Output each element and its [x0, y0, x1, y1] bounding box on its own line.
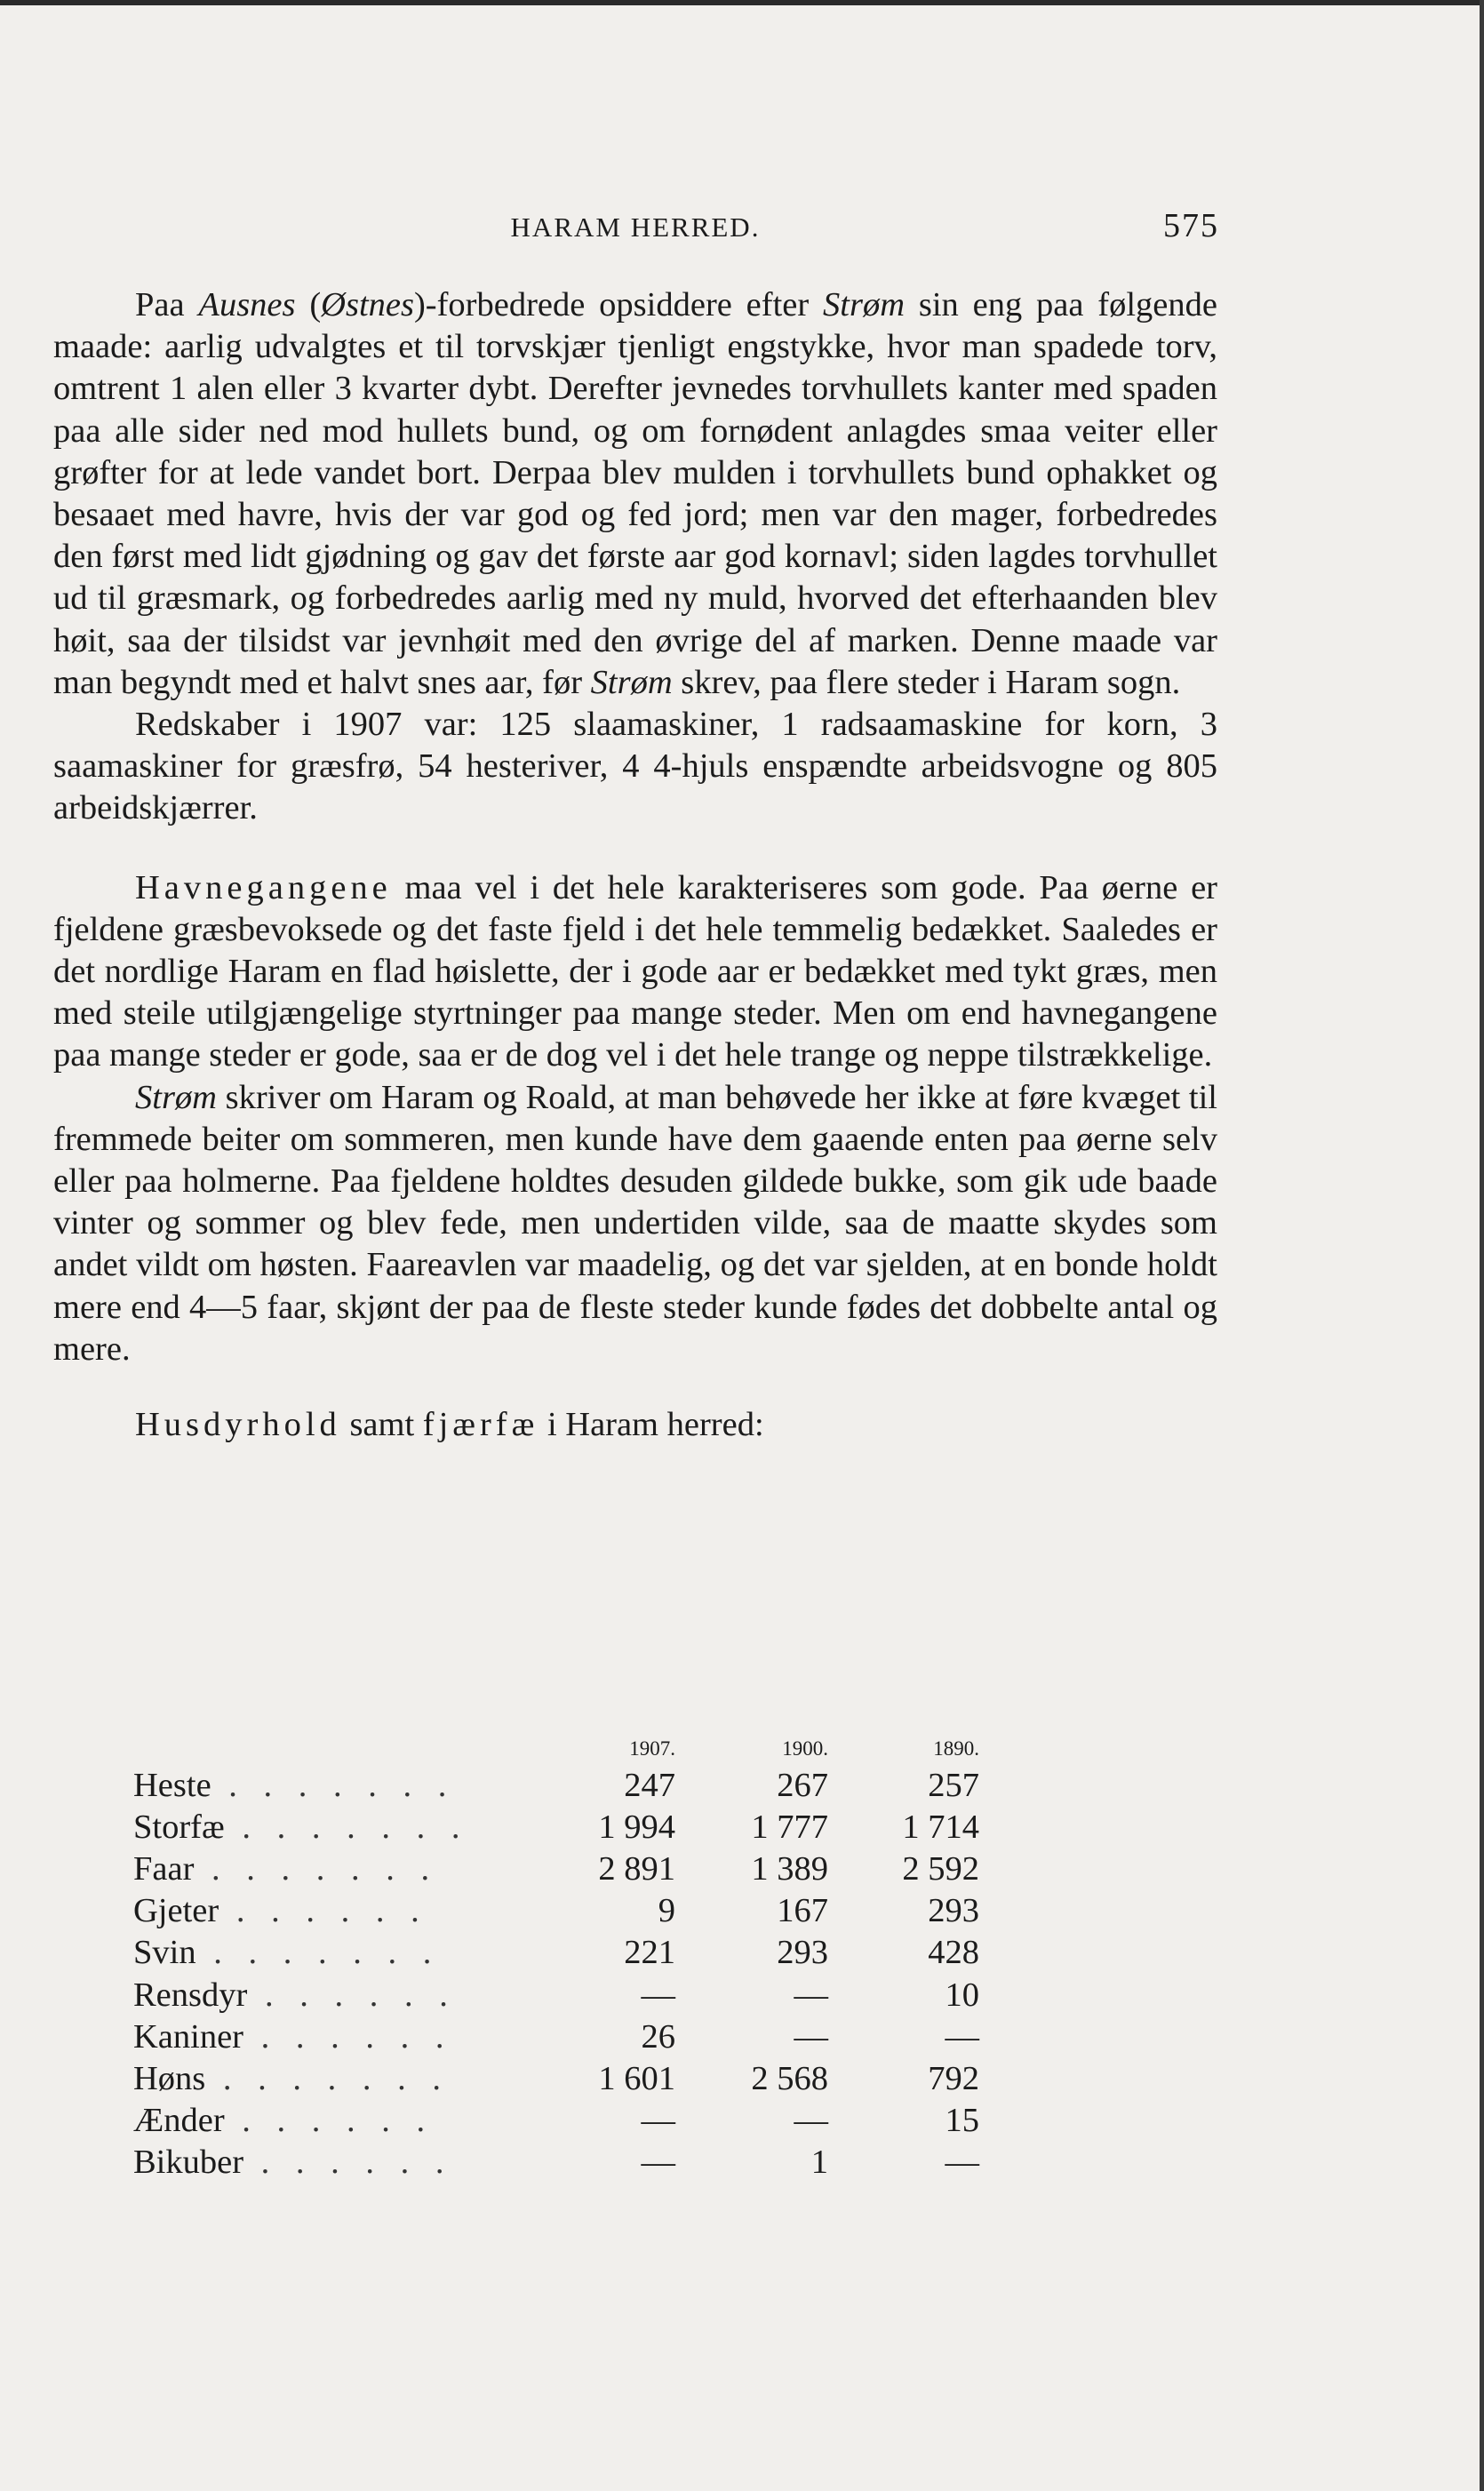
animal-name: Svin	[133, 1934, 196, 1972]
animal-name-cell	[133, 2057, 569, 2099]
column-header: 1900.	[782, 1737, 828, 1760]
animal-name: Ænder	[133, 2102, 225, 2140]
count-cell: —	[641, 1976, 675, 2014]
italic-text: Strøm	[823, 286, 906, 323]
table-row	[133, 1764, 979, 1806]
count-cell: 1 994	[598, 1808, 675, 1846]
count-cell: 293	[777, 1934, 828, 1972]
table-row	[133, 1806, 979, 1848]
column-header: 1907.	[629, 1737, 675, 1760]
text-run: Paa	[135, 286, 199, 323]
table-row	[133, 2057, 979, 2099]
count-cell: 2 568	[751, 2059, 828, 2097]
count-cell: 1 389	[751, 1849, 828, 1888]
count-cell: 428	[928, 1934, 979, 1972]
dot-leader: . . . . . .	[243, 2144, 453, 2182]
dot-leader: . . . . . . .	[205, 2059, 451, 2097]
scan-edge-top	[0, 0, 1484, 5]
text-run: skrev, paa flere steder i Haram sogn.	[672, 663, 1181, 701]
animal-name: Gjeter	[133, 1892, 219, 1930]
count-cell: 9	[658, 1892, 675, 1930]
count-cell: 26	[641, 2017, 675, 2056]
animal-name-cell	[133, 1806, 569, 1848]
count-cell: 10	[945, 1976, 979, 2014]
table-row	[133, 2142, 979, 2184]
count-cell: 267	[777, 1766, 828, 1804]
table-header-row	[133, 1737, 979, 1764]
dot-leader: . . . . . .	[243, 2017, 453, 2056]
count-cell: 257	[928, 1766, 979, 1804]
animal-name-cell	[133, 2100, 569, 2142]
paragraph-meadow-improvement	[53, 284, 1217, 704]
table-row	[133, 1974, 979, 2016]
count-cell: —	[794, 1976, 828, 2014]
dot-leader: . . . . . . .	[224, 1808, 469, 1846]
animal-name: Høns	[133, 2059, 206, 2097]
count-cell: —	[641, 2102, 675, 2140]
scan-edge-right	[1480, 0, 1484, 2491]
table-title	[53, 1404, 1217, 1446]
italic-text: Østnes	[321, 286, 414, 323]
animal-name: Kaniner	[133, 2017, 243, 2056]
count-cell: 2 891	[598, 1849, 675, 1888]
dot-leader: . . . . . . .	[211, 1766, 456, 1804]
count-cell: 792	[928, 2059, 979, 2097]
dot-leader: . . . . . .	[219, 1892, 428, 1930]
table-row	[133, 1848, 979, 1889]
animal-name-cell	[133, 1974, 569, 2016]
count-cell: 1 777	[751, 1808, 828, 1846]
count-cell: 293	[928, 1892, 979, 1930]
spaced-text: Husdyrhold	[135, 1406, 341, 1444]
count-cell: —	[945, 2144, 979, 2182]
animal-name-cell	[133, 1764, 569, 1806]
animal-name-cell	[133, 2142, 569, 2184]
running-head: HARAM HERRED.	[510, 212, 761, 243]
column-header: 1890.	[933, 1737, 979, 1760]
text-run: skriver om Haram og Roald, at man behøvede her ikke at føre kvæget til fremmede beiter om sommeren, men kunde have dem gaaende enten paa øerne selv eller paa holmerne. Paa fjeldene holdtes desuden gildede bukke, som gik ude baade vinter og sommer og blev fede, men undertiden vilde, saa de maatte skydes som andet vildt om høsten. Faareavlen var maadelig, og det var sjelden, at en bonde holdt mere end 4—5 faar, skjønt der paa de fleste steder kunde fødes det dobbelte antal og mere.	[53, 1078, 1217, 1368]
livestock-table	[133, 1737, 979, 2184]
animal-name: Bikuber	[133, 2144, 244, 2182]
animal-name-cell	[133, 1932, 569, 1974]
italic-text: Strøm	[135, 1078, 217, 1116]
animal-name: Heste	[133, 1766, 211, 1804]
italic-text: Strøm	[590, 663, 673, 701]
spaced-text: fjærfæ	[422, 1406, 539, 1444]
count-cell: 167	[777, 1892, 828, 1930]
paragraph-implements	[53, 704, 1217, 830]
text-run: Redskaber i 1907 var: 125 slaamaskiner, 1 radsaamaskine for korn, 3 saamaskiner for græsfrø, 54 hesteriver, 4 4-hjuls enspændte arbeidsvogne og 805 arbeidskjærrer.	[53, 706, 1217, 827]
count-cell: 1	[810, 2144, 828, 2182]
table-row	[133, 1932, 979, 1974]
spaced-text: Havnegangene	[135, 868, 392, 906]
count-cell: —	[794, 2017, 828, 2056]
text-run: i Haram herred:	[539, 1406, 764, 1444]
text-run: maa vel i det hele karakteriseres som gode. Paa øerne er fjeldene græsbevoksede og det faste fjeld i det hele temmelig bedækket. Saaledes er det nordlige Haram en flad høislette, der i gode aar er bedækket med tykt græs, men med steile utilgjængelige styrtninger paa mange steder. Men om end havnegangene paa mange steder er gode, saa er de dog vel i det hele trange og neppe tilstrækkelige.	[53, 868, 1217, 1074]
count-cell: 15	[945, 2102, 979, 2140]
table-body	[133, 1764, 979, 2184]
count-cell: 221	[624, 1934, 675, 1972]
count-cell: 1 601	[598, 2059, 675, 2097]
animal-name: Rensdyr	[133, 1976, 248, 2014]
count-cell: 2 592	[902, 1849, 979, 1888]
animal-name: Faar	[133, 1849, 195, 1888]
paragraph-pastures	[53, 867, 1217, 1077]
count-cell: —	[945, 2017, 979, 2056]
table-row	[133, 2100, 979, 2142]
header-blank	[133, 1737, 569, 1764]
dot-leader: . . . . . . .	[195, 1934, 441, 1972]
dot-leader: . . . . . .	[224, 2102, 435, 2140]
count-cell: 247	[624, 1766, 675, 1804]
text-run: )-forbedrede opsiddere efter	[413, 286, 824, 323]
page-header	[53, 206, 1217, 251]
paragraph-strom-account	[53, 1077, 1217, 1370]
text-run: sin eng paa følgende maade: aarlig udvalgtes et til torvskjær tjenligt engstykke, hvor man spadede torv, omtrent 1 alen eller 3 kvarter dybt. Derefter jevnedes torvhullets kanter med spaden paa alle sider ned mod hullets bund, og om fornødent anlagdes smaa veiter eller grøfter for at lede vandet bort. Derpaa blev mulden i torvhullets bund ophakket og besaaet med havre, hvis der var god og fed jord; men var den mager, forbedredes den først med lidt gjødning og gav det første aar god kornavl; siden lagdes torvhullet ud til græsmark, og forbedredes aarlig med ny muld, hvorved det efterhaanden blev høit, saa der tilsidst var jevnhøit med den øvrige del af marken. Denne maade var man begyndt med et halvt snes aar, før	[53, 286, 1217, 701]
count-cell: —	[794, 2102, 828, 2140]
animal-name-cell	[133, 1890, 569, 1932]
animal-name: Storfæ	[133, 1808, 225, 1846]
dot-leader: . . . . . .	[247, 1976, 457, 2014]
table-row	[133, 1890, 979, 1932]
count-cell: 1 714	[902, 1808, 979, 1846]
animal-name-cell	[133, 1848, 569, 1889]
text-run: samt	[340, 1406, 423, 1444]
page-number: 575	[1163, 207, 1219, 244]
italic-text: Ausnes	[198, 286, 296, 323]
animal-name-cell	[133, 2016, 569, 2057]
table-row	[133, 2016, 979, 2057]
dot-leader: . . . . . . .	[194, 1849, 439, 1888]
page-body	[53, 284, 1217, 1446]
text-run: (	[295, 286, 322, 323]
count-cell: —	[641, 2144, 675, 2182]
